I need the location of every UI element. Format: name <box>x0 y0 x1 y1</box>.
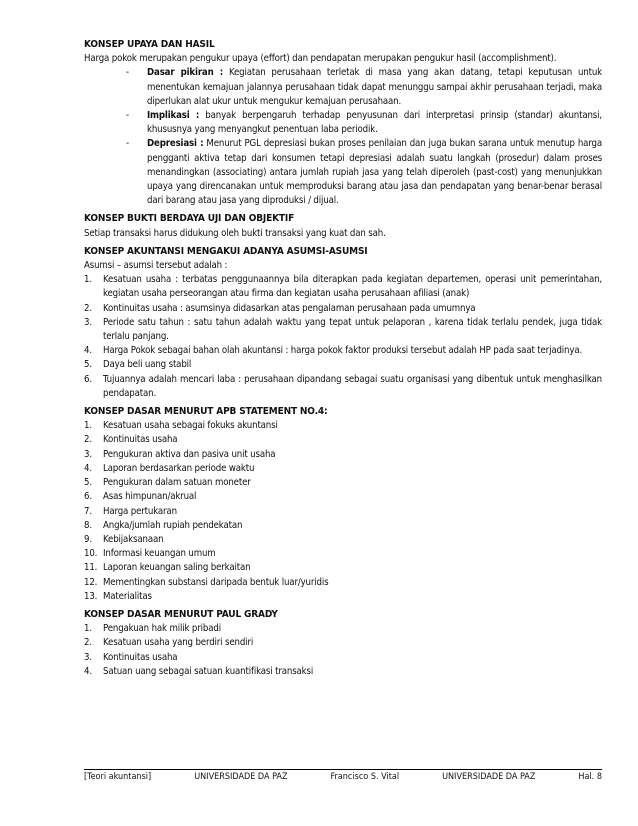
footer-university-2: UNIVERSIDADE DA PAZ <box>442 772 536 782</box>
list-item: 4. Harga Pokok sebagai bahan olah akuntansi : harga pokok faktor produksi tersebut adalah HP pada saat terjadinya. <box>84 345 583 357</box>
paragraph-upaya-intro: Harga pokok merupakan pengukur upaya (effort) dan pendapatan merupakan pengukur hasil (accomplishment). <box>84 53 557 65</box>
list-item: 3. Kontinuitas usaha <box>84 651 178 663</box>
list-item: 5. Pengukuran dalam satuan moneter <box>84 477 251 489</box>
list-item: 4. Laporan berdasarkan periode waktu <box>84 462 255 474</box>
document-page <box>84 38 602 679</box>
asumsi-list <box>84 273 602 401</box>
list-item: 8. Angka/jumlah rupiah pendekatan <box>84 519 243 531</box>
list-item: 6. Tujuannya adalah mencari laba : perusahaan dipandang sebagai suatu organisasi yang dibentuk untuk menghasilkan pendapatan. <box>84 373 602 399</box>
footer-author: Francisco S. Vital <box>330 772 400 782</box>
list-item: 12. Mementingkan substansi daripada bentuk luar/yuridis <box>84 576 329 588</box>
apb-list <box>84 419 602 604</box>
list-item: 13. Materialitas <box>84 590 152 602</box>
footer-university: UNIVERSIDADE DA PAZ <box>194 772 288 782</box>
list-item: 2. Kontinuitas usaha : asumsinya didasarkan atas pengalaman perusahaan pada umumnya <box>84 302 476 314</box>
list-item: 10. Informasi keuangan umum <box>84 548 216 560</box>
list-item: 5. Daya beli uang stabil <box>84 359 192 371</box>
section-heading-bukti: KONSEP BUKTI BERDAYA UJI DAN OBJEKTIF <box>84 213 295 225</box>
paragraph-bukti: Setiap transaksi harus didukung oleh bukti transaksi yang kuat dan sah. <box>84 227 386 239</box>
grady-list <box>84 622 602 679</box>
upaya-list <box>126 66 602 208</box>
list-item: 1. Kesatuan usaha : terbatas penggunaannya bila diterapkan pada kegiatan departemen, operasi unit pemerintahan, kegiatan usaha perseorangan atau firma dan kegiatan usaha perusahaan afiliasi (anak) <box>84 274 602 300</box>
list-item: 6. Asas himpunan/akrual <box>84 491 197 503</box>
section-heading-asumsi: KONSEP AKUNTANSI MENGAKUI ADANYA ASUMSI-ASUMSI <box>84 245 368 257</box>
list-item: 2. Kontinuitas usaha <box>84 434 178 446</box>
list-item: - Implikasi : banyak berpengaruh terhadap penyusunan dari interpretasi prinsip (standar) akuntansi, khususnya yang menyangkut penentuan laba periodik. <box>126 110 602 136</box>
list-item: 4. Satuan uang sebagai satuan kuantifikasi transaksi <box>84 665 314 677</box>
list-item: 7. Harga pertukaran <box>84 505 177 517</box>
list-item: 1. Pengakuan hak milik pribadi <box>84 623 221 635</box>
section-heading-upaya: KONSEP UPAYA DAN HASIL <box>84 39 215 50</box>
list-item: - Dasar pikiran : Kegiatan perusahaan terletak di masa yang akan datang, tetapi keputusan untuk menentukan kemajuan jalannya perusahaan tidak dapat menunggu sampai akhir perusahaan terjadi, maka diperlukan alat ukur untuk mengukur kemajuan perusahaan. <box>126 67 602 107</box>
section-heading-apb: KONSEP DASAR MENURUT APB STATEMENT NO.4: <box>84 406 328 418</box>
list-item: 1. Kesatuan usaha sebagai fokuks akuntansi <box>84 420 278 432</box>
list-item: - Depresiasi : Menurut PGL depresiasi bukan proses penilaian dan juga bukan sarana untuk menutup harga pengganti aktiva tetap dari konsumen tetapi depresiasi adalah suatu langkah (prosedur) dalam proses menandingkan (associating) antara jumlah rupiah jasa yang telah diperoleh (past-cost) yang menunjukkan upaya yang direncanakan untuk memproduksi barang atau jasa dan pendapatan yang benar-benar berasal dari barang atau jasa yang diproduksi / dijual. <box>126 138 603 207</box>
list-item: 11. Laporan keuangan saling berkaitan <box>84 562 251 574</box>
footer-title: [Teori akuntansi] <box>84 772 152 782</box>
list-item: 3. Pengukuran aktiva dan pasiva unit usaha <box>84 448 276 460</box>
footer-page-number: Hal. 8 <box>578 772 602 782</box>
paragraph-asumsi-intro: Asumsi – asumsi tersebut adalah : <box>84 260 228 272</box>
list-item: 9. Kebijaksanaan <box>84 533 164 545</box>
list-item: 3. Periode satu tahun : satu tahun adalah waktu yang tepat untuk pelaporan , karena tidak terlalu pendek, juga tidak terlalu panjang. <box>84 316 602 343</box>
section-heading-grady: KONSEP DASAR MENURUT PAUL GRADY <box>84 608 278 620</box>
list-item: 2. Kesatuan usaha yang berdiri sendiri <box>84 637 254 649</box>
page-footer <box>84 769 602 782</box>
